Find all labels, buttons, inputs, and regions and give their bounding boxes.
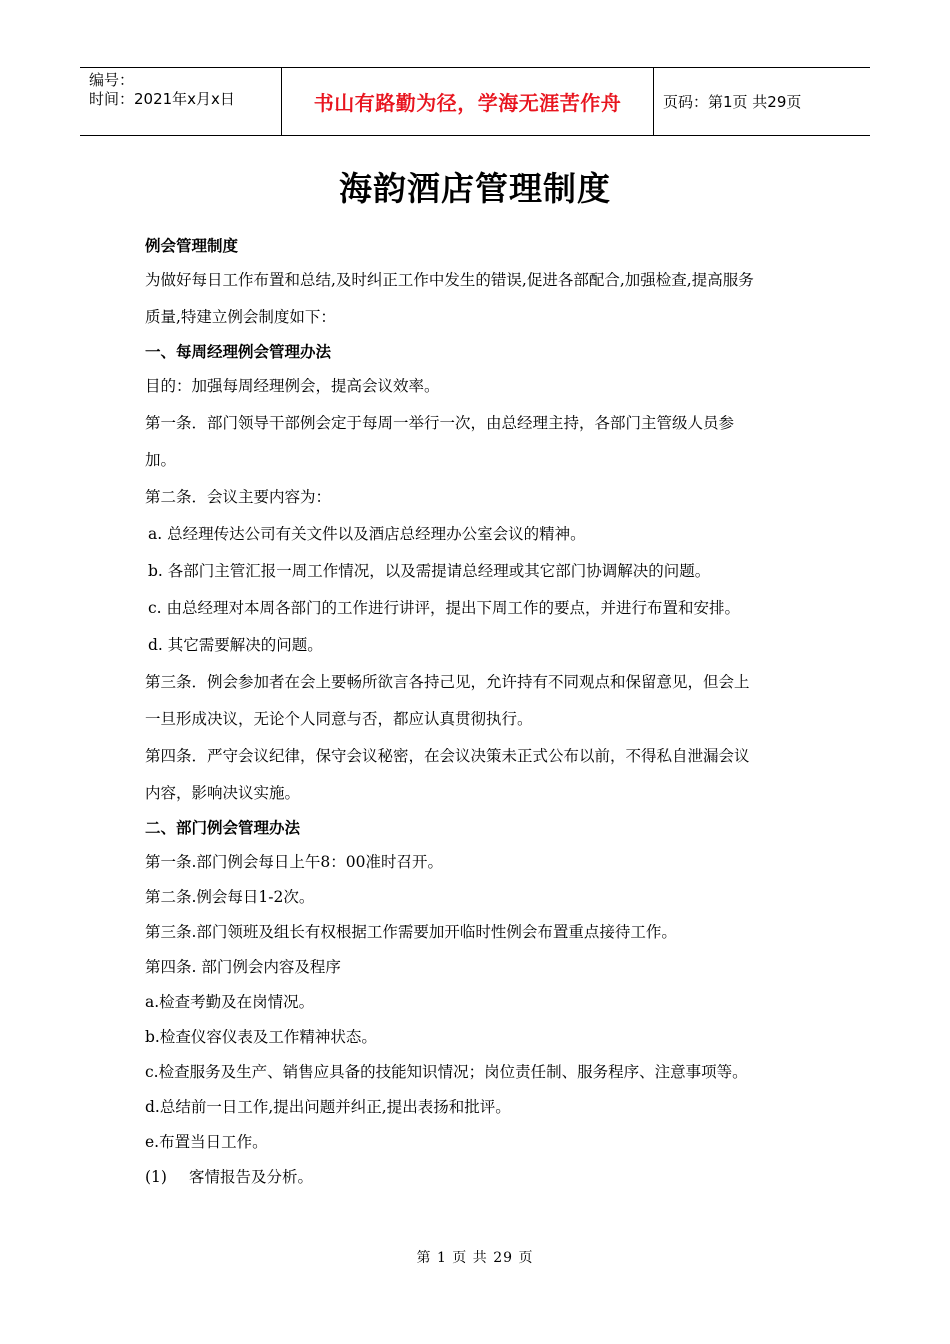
numbered-item [145,1163,810,1198]
time-label: 时间：2021年x月x日 [89,90,235,108]
article: 加。 [145,451,177,469]
list-item: c. 由总经理对本周各部门的工作进行讲评，提出下周工作的要点，并进行布置和安排。 [148,599,741,617]
item-number: (1) [145,1168,167,1186]
header-motto: 书山有路勤为径，学海无涯苦作舟 [282,68,654,135]
page-header [80,67,870,136]
paragraph: 为做好每日工作布置和总结,及时纠正工作中发生的错误,促进各部配合,加强检查,提高服务 [145,271,754,289]
article: 第一条．部门领导干部例会定于每周一举行一次，由总经理主持，各部门主管级人员参 [145,414,735,432]
article: 第二条．会议主要内容为： [145,488,332,506]
section-title: 例会管理制度 [145,237,239,255]
article: 内容，影响决议实施。 [145,784,301,802]
page-footer: 第 1 页 共 29 页 [416,1250,534,1266]
article: 第三条.部门领班及组长有权根据工作需要加开临时性例会布置重点接待工作。 [145,923,677,941]
article: 第三条．例会参加者在会上要畅所欲言各持己见，允许持有不同观点和保留意见，但会上 [145,673,750,691]
list-item: d. 其它需要解决的问题。 [148,636,323,654]
article: 第四条. 部门例会内容及程序 [145,958,341,976]
header-page-info: 页码：第1页 共29页 [663,93,802,111]
list-item: e.布置当日工作。 [145,1133,268,1151]
heading-weekly-meeting: 一、每周经理例会管理办法 [145,343,332,361]
article: 第四条．严守会议纪律，保守会议秘密，在会议决策未正式公布以前，不得私自泄漏会议 [145,747,750,765]
list-item: b. 各部门主管汇报一周工作情况，以及需提请总经理或其它部门协调解决的问题。 [148,562,711,580]
heading-department-meeting: 二、部门例会管理办法 [145,819,301,837]
article: 一旦形成决议，无论个人同意与否，都应认真贯彻执行。 [145,710,533,728]
document-body [145,232,810,1198]
list-item: c.检查服务及生产、销售应具备的技能知识情况；岗位责任制、服务程序、注意事项等。 [145,1063,748,1081]
list-item: d.总结前一日工作,提出问题并纠正,提出表扬和批评。 [145,1098,511,1116]
paragraph: 质量,特建立例会制度如下： [145,308,336,326]
list-item: b.检查仪容仪表及工作精神状态。 [145,1028,377,1046]
item-text: 客情报告及分析。 [189,1168,314,1186]
list-item: a. 总经理传达公司有关文件以及酒店总经理办公室会议的精神。 [148,525,586,543]
header-meta [80,68,282,135]
article: 第二条.例会每日1-2次。 [145,888,315,906]
document-title: 海韵酒店管理制度 [339,169,611,208]
number-label: 编号： [89,71,135,89]
article: 第一条.部门例会每日上午8：00准时召开。 [145,853,444,871]
paragraph: 目的：加强每周经理例会，提高会议效率。 [145,377,440,395]
list-item: a.检查考勤及在岗情况。 [145,993,315,1011]
